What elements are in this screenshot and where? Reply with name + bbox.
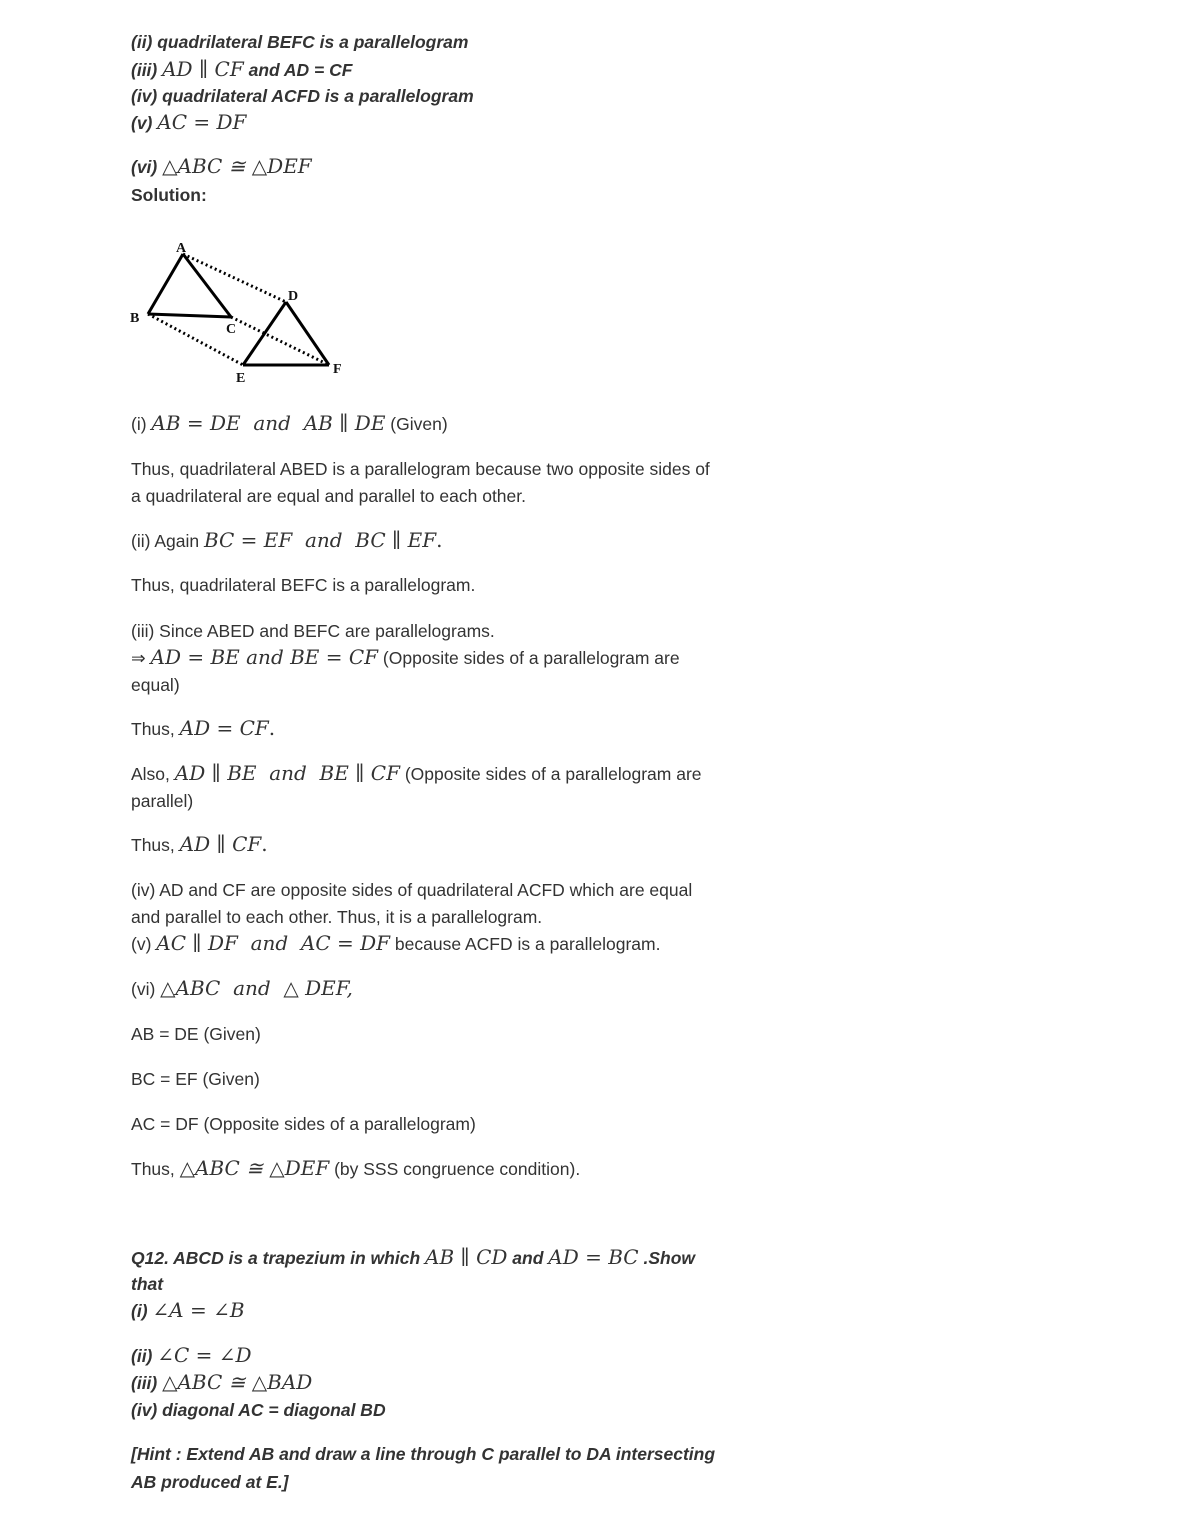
solution-text: equal) <box>131 675 180 695</box>
dotted-connectors <box>148 254 329 365</box>
q12-hint: [Hint : Extend AB and draw a line through C parallel to DA intersecting <box>131 1444 716 1464</box>
q12-hint-cont: AB produced at E.] <box>131 1472 289 1492</box>
solution-text: parallel) <box>131 791 194 811</box>
triangle-def <box>243 302 329 365</box>
q12-part-i: (i) ∠A = ∠B <box>131 1298 245 1322</box>
given-item-vi: (vi) △ABC ≅ △DEF <box>131 154 312 178</box>
solution-text: BC = EF (Given) <box>131 1069 260 1089</box>
solution-conclusion: Thus, △ABC ≅ △DEF (by SSS congruence condition). <box>131 1156 581 1180</box>
q12-part-iv: (iv) diagonal AC = diagonal BD <box>131 1400 386 1420</box>
label-d: D <box>288 289 299 304</box>
solution-heading: Solution: <box>131 185 207 205</box>
solution-text: Thus, AD ∥ CF. <box>131 832 268 856</box>
solution-text: Thus, AD = CF. <box>131 716 276 740</box>
label-f: F <box>333 362 342 377</box>
label-c: C <box>226 322 237 337</box>
q12-question-cont: that <box>131 1274 164 1294</box>
given-item-ii: (ii) quadrilateral BEFC is a parallelogram <box>131 32 469 51</box>
q12-part-ii: (ii) ∠C = ∠D <box>131 1343 252 1367</box>
solution-text: AC = DF (Opposite sides of a parallelogram) <box>131 1114 476 1134</box>
solution-text: and parallel to each other. Thus, it is a parallelogram. <box>131 907 543 927</box>
solution-step-vi: (vi) △ABC and △ DEF, <box>131 976 353 1000</box>
solution-text: Thus, quadrilateral ABED is a parallelogram because two opposite sides of <box>131 459 710 479</box>
q12-part-iii: (iii) △ABC ≅ △BAD <box>131 1370 313 1394</box>
solution-text: ⇒ AD = BE and BE = CF (Opposite sides of a parallelogram are <box>131 645 680 669</box>
solution-text: AB = DE (Given) <box>131 1024 261 1044</box>
label-a: A <box>176 241 187 256</box>
q12-question: Q12. ABCD is a trapezium in which AB ∥ CD and AD = BC .Show <box>131 1245 695 1269</box>
given-item-iii: (iii) AD ∥ CF and AD = CF <box>131 57 353 81</box>
solution-text: a quadrilateral are equal and parallel to each other. <box>131 486 526 506</box>
triangles-figure <box>120 232 360 392</box>
solution-text: Also, AD ∥ BE and BE ∥ CF (Opposite sides of a parallelogram are <box>131 761 702 785</box>
given-item-v: (v) AC = DF <box>131 110 247 134</box>
triangle-abc <box>148 254 231 317</box>
label-e: E <box>236 371 246 386</box>
given-item-iv: (iv) quadrilateral ACFD is a parallelogram <box>131 86 474 106</box>
solution-step-iii: (iii) Since ABED and BEFC are parallelograms. <box>131 621 495 641</box>
label-b: B <box>130 311 140 326</box>
solution-step-ii: (ii) Again BC = EF and BC ∥ EF. <box>131 528 443 552</box>
solution-step-i: (i) AB = DE and AB ∥ DE (Given) <box>131 411 448 435</box>
solution-text: Thus, quadrilateral BEFC is a parallelogram. <box>131 575 476 595</box>
solution-step-v: (v) AC ∥ DF and AC = DF because ACFD is a parallelogram. <box>131 931 661 955</box>
solution-step-iv: (iv) AD and CF are opposite sides of quadrilateral ACFD which are equal <box>131 880 693 900</box>
